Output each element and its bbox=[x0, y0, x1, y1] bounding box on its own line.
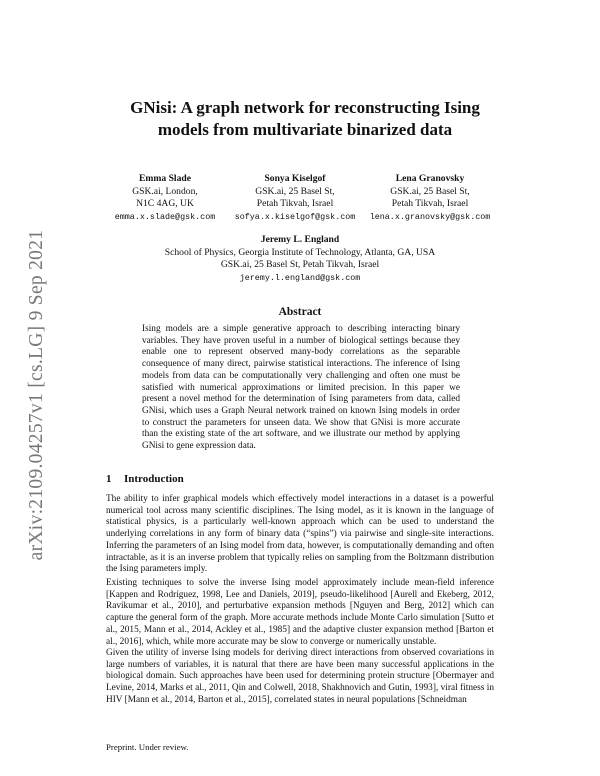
author-name: Emma Slade bbox=[139, 173, 191, 184]
author-name: Jeremy L. England bbox=[260, 234, 340, 245]
author-block-2 bbox=[220, 173, 370, 223]
author-affiliation: School of Physics, Georgia Institute of Technology, Atlanta, GA, USA bbox=[164, 246, 436, 258]
paragraph: The ability to infer graphical models which effectively model interactions in a dataset is a powerful numerical tool across many scientific disciplines. The Ising model, as it is known in the language of statistical physics, is a particularly well-known approach which can be used to understand the underlying correlations in any form of binary data (“spins”) via pairwise and single-site interactions. Inferring the parameters of an Ising model from data, however, is computationally demanding and often intractable, as it is an inverse problem that typically relies on sampling from the Boltzmann distribution the Ising parameters imply. bbox=[106, 494, 494, 575]
author-block-1 bbox=[110, 173, 220, 223]
author-name: Lena Granovsky bbox=[395, 173, 465, 184]
section-heading bbox=[106, 473, 184, 485]
author-email[interactable]: emma.x.slade@gsk.com bbox=[114, 211, 216, 222]
author-affiliation: GSK.ai, London, bbox=[132, 185, 198, 197]
paragraph: Existing techniques to solve the inverse Ising model approximately include mean-field inference [Kappen and Rodríguez, 1998, Lee and Daniels, 2019], pseudo-likelihood [Aurell and Ekeberg, 2012, Ravikumar et al., 2010], and perturbative expansion methods [Nguyen and Berg, 2012] which can capture the general form of the graph. More accurate methods include Monte Carlo simulation [Sutto et al., 2015, Mann et al., 2014, Ackley et al., 1985] and the adaptive cluster expansion method [Barton et al., 2016], which, while more accurate may be slow to converge or numerically unstable. bbox=[106, 578, 494, 647]
author-email[interactable]: sofya.x.kiselgof@gsk.com bbox=[234, 211, 356, 222]
author-affiliation: N1C 4AG, UK bbox=[136, 198, 194, 209]
paragraph: Given the utility of inverse Ising models for deriving direct interactions from observed covariations in large numbers of variables, it is natural that there are have been many successful applications in the biological domain. Such approaches have been used for determining protein structure [Obermayer and Levine, 2014, Marks et al., 2011, Qin and Colwell, 2018, Shakhnovich and Gutin, 1993], viral fitness in HIV [Mann et al., 2014, Barton et al., 2015], correlated states in neural populations [Schneidman bbox=[106, 648, 494, 705]
arxiv-sidebar bbox=[22, 215, 52, 575]
preprint-footer: Preprint. Under review. bbox=[106, 742, 189, 752]
section-number: 1 bbox=[106, 473, 112, 485]
author-name: Sonya Kiselgof bbox=[264, 173, 326, 184]
author-block-3 bbox=[360, 173, 500, 223]
author-affiliation: GSK.ai, 25 Basel St, Petah Tikvah, Israel bbox=[220, 259, 380, 270]
title-line-1: GNisi: A graph network for reconstructing Ising bbox=[130, 98, 480, 117]
author-email[interactable]: jeremy.l.england@gsk.com bbox=[239, 272, 361, 283]
paper-title bbox=[100, 97, 510, 141]
author-affiliation: GSK.ai, 25 Basel St, bbox=[390, 185, 470, 197]
abstract-text: Ising models are a simple generative approach to describing interacting binary variables. They have proven useful in a number of biological settings because they enable one to represent observed many-body correlations as the separable consequence of many direct, pairwise statistical interactions. The inference of Ising models from data can be computationally very challenging and often one must be satisfied with numerical approximations or limited precision. In this paper we present a novel method for the determination of Ising parameters from data, called GNisi, which uses a Graph Neural network trained on known Ising models in order to construct the parameters for unseen data. We show that GNisi is more accurate than the existing state of the art software, and we illustrate our method by applying GNisi to gene expression data. bbox=[142, 324, 460, 452]
arxiv-identifier: arXiv:2109.04257v1 [cs.LG] 9 Sep 2021 bbox=[26, 229, 47, 561]
author-affiliation: Petah Tikvah, Israel bbox=[256, 198, 334, 209]
author-affiliation: GSK.ai, 25 Basel St, bbox=[255, 185, 335, 197]
author-email[interactable]: lena.x.granovsky@gsk.com bbox=[369, 211, 491, 222]
author-affiliation: Petah Tikvah, Israel bbox=[391, 198, 469, 209]
author-block-4 bbox=[150, 234, 450, 284]
abstract-heading: Abstract bbox=[278, 306, 322, 318]
title-line-2: models from multivariate binarized data bbox=[157, 120, 453, 139]
section-title: Introduction bbox=[124, 473, 184, 485]
